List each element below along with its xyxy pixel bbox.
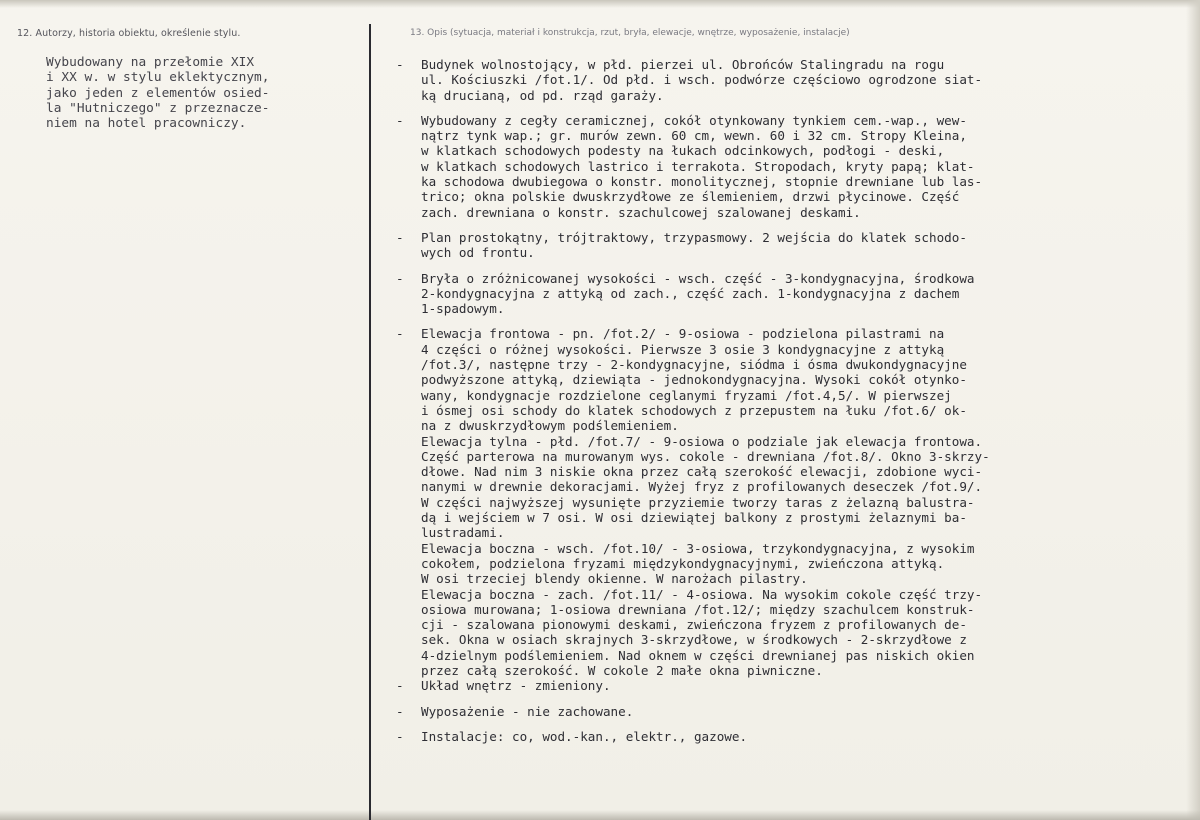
page-bottom-shadow (0, 810, 1200, 820)
item-dash: - (396, 703, 404, 719)
item-text: Bryła o zróżnicowanej wysokości - wsch. część - 3-kondygnacyjna, środkowa 2-kondygnacyjna z attyką od zach., część zach. 1-kondygnacyjna z dachem 1-spadowym. (421, 270, 975, 317)
item-dash: - (396, 229, 404, 245)
item-text: Elewacja frontowa - pn. /fot.2/ - 9-osiowa - podzielona pilastrami na 4 części o różnej wysokości. Pierwsze 3 osie 3 kondygnacyjne z attyką /fot.3/, następne trzy - 2-kondygnacyjne, siódma i ósma dwukondygnacyjne podwyższone attyką, dziewiąta - jednokondygnacyjna. Wysoki cokół otynko- wany, kondygnacje rozdzielone ceglanymi fryzami /fot.4,5/. W pierwszej i ósmej osi schody do klatek schodowych z przepustem na łuku /fot.6/ ok- na z dwuskrzydłowym podślemieniem. Elewacja tylna - płd. /fot.7/ - 9-osiowa o podziale jak elewacja frontowa. Część parterowa na murowanym wys. cokole - drewniana /fot.8/. Okno 3-skrzy- dłowe. Nad nim 3 niskie okna przez całą szerokość elewacji, zdobione wyci- nanymi w drewnie dekoracjami. Wyżej fryz z profilowanych deseczek /fot.9/. W części najwyższej wysunięte przyziemie tworzy taras z żelazną balustra- dą i wejściem w 7 osi. W osi dziewiątej balkony z prostymi żelaznymi ba- lustradami. Elewacja boczna - wsch. /fot.10/ - 3-osiowa, trzykondygnacyjna, z wysokim cokołem, podzielona fryzami międzykondygnacyjnymi, zwieńczona attyką. W osi trzeciej blendy okienne. W narożach pilastry. Elewacja boczna - zach. /fot.11/ - 4-osiowa. Na wysokim cokole część trzy- osiowa murowana; 1-osiowa drewniana /fot.12/; między szachulcem konstruk- cji - szalowana pionowymi deskami, zwieńczona fryzem z profilowanych de- sek. Okna w osiach skrajnych 3-skrzydłowe, w środkowych - 2-skrzydłowe z 4-dzielnym podślemieniem. Nad oknem w części drewnianej pas niskich okien przez całą szerokość. W cokole 2 małe okna piwniczne. (421, 326, 990, 678)
description-item (396, 678, 1196, 693)
item-dash: - (396, 112, 404, 128)
column-divider (369, 24, 371, 820)
description-item (396, 57, 1196, 103)
item-dash: - (396, 326, 404, 342)
item-dash: - (396, 678, 404, 694)
description-item (396, 230, 1196, 261)
item-text: Wybudowany z cegły ceramicznej, cokół otynkowany tynkiem cem.-wap., wew- nątrz tynk wap.; gr. murów zewn. 60 cm, wewn. 60 i 32 cm. Stropy Kleina, w klatkach schodowych podesty na łukach odcinkowych, podłogi - deski, w klatkach schodowych lastrico i terrakota. Stropodach, kryty papą; klat- ka schodowa dwubiegowa o konstr. monolitycznej, stopnie drewniane lub las- trico; okna polskie dwuskrzydłowe ze ślemieniem, drzwi płycinowe. Część zach. drewniana o konstr. szachulcowej szalowanej deskami. (421, 112, 983, 220)
item-dash: - (396, 270, 404, 286)
description-item (396, 729, 1196, 744)
item-text: Wyposażenie - nie zachowane. (421, 703, 634, 719)
page-top-shadow (0, 0, 1200, 8)
item-dash: - (396, 57, 404, 72)
item-text: Budynek wolnostojący, w płd. pierzei ul. Obrońców Stalingradu na rogu ul. Kościuszki /fot.1/. Od płd. i wsch. podwórze częściowo ogrodzone siat- ką drucianą, od pd. rząd garaży. (421, 57, 983, 103)
section-12-heading: 12. Autorzy, historia obiektu, określenie stylu. (17, 28, 241, 39)
description-item (396, 704, 1196, 719)
item-text: Instalacje: co, wod.-kan., elektr., gazowe. (421, 728, 748, 744)
description-item (396, 113, 1196, 220)
description-item (396, 271, 1196, 317)
item-text: Plan prostokątny, trójtraktowy, trzypasmowy. 2 wejścia do klatek schodo- wych od frontu. (421, 229, 967, 261)
item-text: Układ wnętrz - zmieniony. (421, 678, 611, 694)
description-item (396, 326, 1196, 678)
history-style-text: Wybudowany na przełomie XIX i XX w. w stylu eklektycznym, jako jeden z elementów osied- la "Hutniczego" z przeznacze- niem na hotel pracowniczy. (46, 55, 270, 132)
item-dash: - (396, 728, 404, 744)
description-list (396, 57, 1196, 754)
section-13-heading: 13. Opis (sytuacja, materiał i konstrukcja, rzut, bryła, elewacje, wnętrze, wyposażenie, instalacje) (410, 28, 850, 38)
